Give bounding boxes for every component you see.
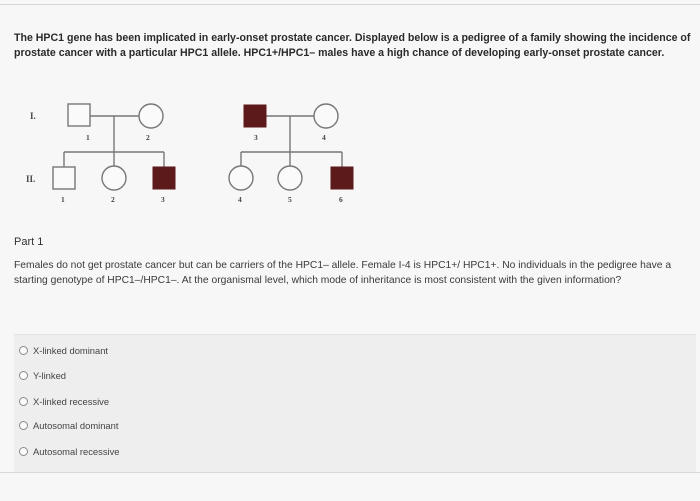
radio-button[interactable]: [19, 397, 28, 406]
option-label: Autosomal dominant: [33, 420, 119, 431]
option-label: Autosomal recessive: [33, 446, 120, 457]
bottom-divider: [0, 472, 700, 473]
part-title: Part 1: [14, 236, 44, 248]
option-label: X-linked dominant: [33, 345, 109, 356]
answer-options: [14, 334, 696, 473]
number-I-4: 4: [322, 133, 326, 142]
intro-text: The HPC1 gene has been implicated in early-onset prostate cancer. Displayed below is a pedigree of a family showing the incidence of prostate cancer with a particular HPC1 allele. HPC1+/HPC1– males have a high chance of developing early-onset prostate cancer.: [14, 32, 691, 59]
option-autosomal-recessive[interactable]: [19, 446, 120, 457]
pedigree-chart: [0, 90, 380, 215]
number-II-4: 4: [238, 195, 242, 204]
option-label: Y-linked: [33, 370, 67, 381]
generation-label-2: II.: [26, 174, 36, 184]
individual-II-5-female: [278, 166, 302, 190]
number-I-3: 3: [254, 133, 258, 142]
individual-I-3-affected-male: [244, 105, 266, 127]
individual-II-2-female: [102, 166, 126, 190]
generation-label-1: I.: [30, 111, 36, 121]
option-label: X-linked recessive: [33, 396, 110, 407]
individual-II-6-affected-male: [331, 167, 353, 189]
individual-II-4-female: [229, 166, 253, 190]
number-II-3: 3: [161, 195, 165, 204]
radio-button[interactable]: [19, 421, 28, 430]
radio-button[interactable]: [19, 371, 28, 380]
individual-II-1-male: [53, 167, 75, 189]
number-I-2: 2: [146, 133, 150, 142]
number-II-1: 1: [61, 195, 65, 204]
radio-button[interactable]: [19, 346, 28, 355]
option-x-linked-recessive[interactable]: [19, 396, 109, 407]
individual-II-3-affected-male: [153, 167, 175, 189]
number-II-2: 2: [111, 195, 115, 204]
number-II-6: 6: [339, 195, 343, 204]
number-II-5: 5: [288, 195, 292, 204]
number-I-1: 1: [86, 133, 90, 142]
individual-I-2-female: [139, 104, 163, 128]
radio-button[interactable]: [19, 447, 28, 456]
individual-I-4-female: [314, 104, 338, 128]
option-x-linked-dominant[interactable]: [19, 345, 108, 356]
individual-I-1-male: [68, 104, 90, 126]
option-autosomal-dominant[interactable]: [19, 420, 118, 431]
question-text: Females do not get prostate cancer but can be carriers of the HPC1– allele. Female I-4 is HPC1+/ HPC1+. No individuals in the pedigree have a starting genotype of HPC1–/HPC1–. At the organismal level, which mode of inheritance is most consistent with the given information?: [14, 260, 672, 286]
option-y-linked[interactable]: [19, 370, 66, 381]
top-divider: [0, 4, 700, 5]
